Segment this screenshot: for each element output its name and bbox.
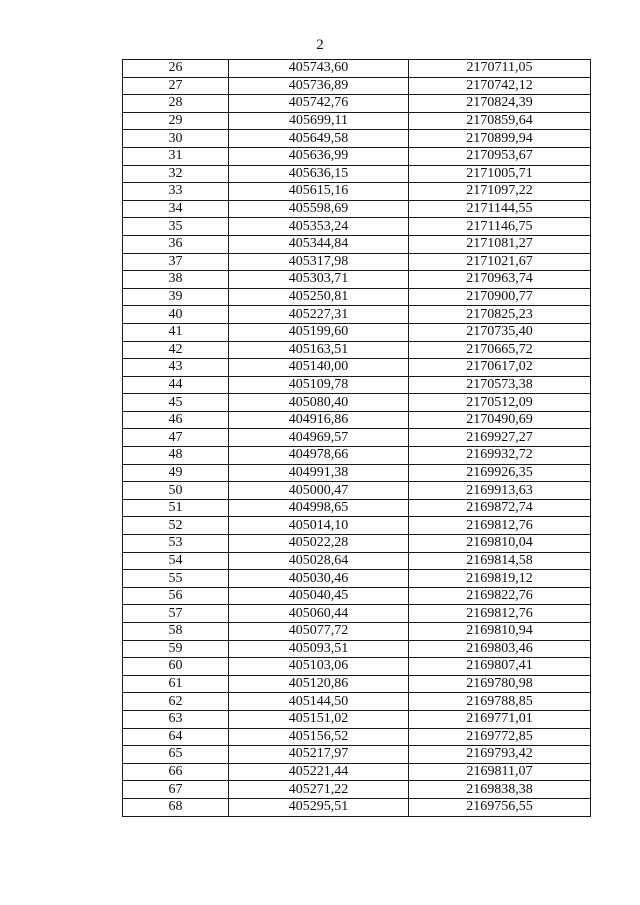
point-number-cell: 31 — [123, 147, 229, 165]
point-number-cell: 67 — [123, 781, 229, 799]
table-row — [123, 693, 591, 711]
point-number-cell: 66 — [123, 763, 229, 781]
table-row — [123, 570, 591, 588]
x-coordinate-cell: 405028,64 — [229, 552, 409, 570]
y-coordinate-cell: 2169927,27 — [409, 429, 591, 447]
y-coordinate-cell: 2171005,71 — [409, 165, 591, 183]
table-row — [123, 183, 591, 201]
y-coordinate-cell: 2169807,41 — [409, 658, 591, 676]
point-number-cell: 52 — [123, 517, 229, 535]
x-coordinate-cell: 405151,02 — [229, 710, 409, 728]
x-coordinate-cell: 405736,89 — [229, 77, 409, 95]
point-number-cell: 64 — [123, 728, 229, 746]
x-coordinate-cell: 405022,28 — [229, 535, 409, 553]
y-coordinate-cell: 2170824,39 — [409, 95, 591, 113]
table-row — [123, 147, 591, 165]
y-coordinate-cell: 2169793,42 — [409, 746, 591, 764]
y-coordinate-cell: 2170573,38 — [409, 376, 591, 394]
point-number-cell: 49 — [123, 464, 229, 482]
y-coordinate-cell: 2169872,74 — [409, 499, 591, 517]
table-row — [123, 341, 591, 359]
table-row — [123, 552, 591, 570]
table-row — [123, 77, 591, 95]
point-number-cell: 53 — [123, 535, 229, 553]
x-coordinate-cell: 405109,78 — [229, 376, 409, 394]
point-number-cell: 58 — [123, 623, 229, 641]
point-number-cell: 37 — [123, 253, 229, 271]
table-row — [123, 763, 591, 781]
x-coordinate-cell: 405000,47 — [229, 482, 409, 500]
x-coordinate-cell: 405040,45 — [229, 587, 409, 605]
y-coordinate-cell: 2170735,40 — [409, 323, 591, 341]
x-coordinate-cell: 405699,11 — [229, 112, 409, 130]
table-row — [123, 253, 591, 271]
point-number-cell: 40 — [123, 306, 229, 324]
y-coordinate-cell: 2169932,72 — [409, 447, 591, 465]
y-coordinate-cell: 2169756,55 — [409, 798, 591, 816]
y-coordinate-cell: 2169772,85 — [409, 728, 591, 746]
x-coordinate-cell: 405317,98 — [229, 253, 409, 271]
y-coordinate-cell: 2169926,35 — [409, 464, 591, 482]
y-coordinate-cell: 2170665,72 — [409, 341, 591, 359]
y-coordinate-cell: 2170899,94 — [409, 130, 591, 148]
point-number-cell: 54 — [123, 552, 229, 570]
table-row — [123, 218, 591, 236]
table-row — [123, 288, 591, 306]
point-number-cell: 38 — [123, 271, 229, 289]
y-coordinate-cell: 2169771,01 — [409, 710, 591, 728]
point-number-cell: 63 — [123, 710, 229, 728]
x-coordinate-cell: 405649,58 — [229, 130, 409, 148]
point-number-cell: 29 — [123, 112, 229, 130]
point-number-cell: 41 — [123, 323, 229, 341]
point-number-cell: 50 — [123, 482, 229, 500]
y-coordinate-cell: 2169811,07 — [409, 763, 591, 781]
y-coordinate-cell: 2170617,02 — [409, 359, 591, 377]
x-coordinate-cell: 405227,31 — [229, 306, 409, 324]
y-coordinate-cell: 2170859,64 — [409, 112, 591, 130]
y-coordinate-cell: 2169803,46 — [409, 640, 591, 658]
table-row — [123, 306, 591, 324]
x-coordinate-cell: 405144,50 — [229, 693, 409, 711]
table-row — [123, 394, 591, 412]
x-coordinate-cell: 405103,06 — [229, 658, 409, 676]
y-coordinate-cell: 2171097,22 — [409, 183, 591, 201]
y-coordinate-cell: 2169913,63 — [409, 482, 591, 500]
x-coordinate-cell: 404991,38 — [229, 464, 409, 482]
y-coordinate-cell: 2170825,23 — [409, 306, 591, 324]
x-coordinate-cell: 405303,71 — [229, 271, 409, 289]
table-row — [123, 165, 591, 183]
table-row — [123, 323, 591, 341]
y-coordinate-cell: 2171021,67 — [409, 253, 591, 271]
table-row — [123, 376, 591, 394]
x-coordinate-cell: 405120,86 — [229, 675, 409, 693]
point-number-cell: 30 — [123, 130, 229, 148]
table-row — [123, 746, 591, 764]
table-row — [123, 535, 591, 553]
table-row — [123, 781, 591, 799]
y-coordinate-cell: 2169810,94 — [409, 623, 591, 641]
table-row — [123, 429, 591, 447]
table-row — [123, 517, 591, 535]
x-coordinate-cell: 405295,51 — [229, 798, 409, 816]
x-coordinate-cell: 405250,81 — [229, 288, 409, 306]
table-row — [123, 499, 591, 517]
table-row — [123, 710, 591, 728]
point-number-cell: 68 — [123, 798, 229, 816]
y-coordinate-cell: 2169810,04 — [409, 535, 591, 553]
point-number-cell: 28 — [123, 95, 229, 113]
page-number: 2 — [316, 37, 324, 53]
table-row — [123, 675, 591, 693]
table-row — [123, 130, 591, 148]
table-row — [123, 623, 591, 641]
y-coordinate-cell: 2169812,76 — [409, 517, 591, 535]
point-number-cell: 26 — [123, 60, 229, 78]
point-number-cell: 61 — [123, 675, 229, 693]
point-number-cell: 35 — [123, 218, 229, 236]
x-coordinate-cell: 405077,72 — [229, 623, 409, 641]
y-coordinate-cell: 2170900,77 — [409, 288, 591, 306]
table-row — [123, 640, 591, 658]
x-coordinate-cell: 405636,15 — [229, 165, 409, 183]
y-coordinate-cell: 2169838,38 — [409, 781, 591, 799]
y-coordinate-cell: 2169822,76 — [409, 587, 591, 605]
table-row — [123, 60, 591, 78]
table-row — [123, 587, 591, 605]
table-row — [123, 200, 591, 218]
point-number-cell: 33 — [123, 183, 229, 201]
x-coordinate-cell: 405221,44 — [229, 763, 409, 781]
x-coordinate-cell: 405030,46 — [229, 570, 409, 588]
point-number-cell: 60 — [123, 658, 229, 676]
point-number-cell: 48 — [123, 447, 229, 465]
y-coordinate-cell: 2170953,67 — [409, 147, 591, 165]
x-coordinate-cell: 405199,60 — [229, 323, 409, 341]
x-coordinate-cell: 405093,51 — [229, 640, 409, 658]
point-number-cell: 55 — [123, 570, 229, 588]
point-number-cell: 44 — [123, 376, 229, 394]
point-number-cell: 59 — [123, 640, 229, 658]
x-coordinate-cell: 405743,60 — [229, 60, 409, 78]
table-row — [123, 798, 591, 816]
point-number-cell: 32 — [123, 165, 229, 183]
x-coordinate-cell: 404998,65 — [229, 499, 409, 517]
point-number-cell: 45 — [123, 394, 229, 412]
point-number-cell: 34 — [123, 200, 229, 218]
x-coordinate-cell: 405598,69 — [229, 200, 409, 218]
y-coordinate-cell: 2169788,85 — [409, 693, 591, 711]
table-row — [123, 271, 591, 289]
y-coordinate-cell: 2169814,58 — [409, 552, 591, 570]
x-coordinate-cell: 404969,57 — [229, 429, 409, 447]
y-coordinate-cell: 2170742,12 — [409, 77, 591, 95]
x-coordinate-cell: 404978,66 — [229, 447, 409, 465]
x-coordinate-cell: 405615,16 — [229, 183, 409, 201]
table-row — [123, 482, 591, 500]
point-number-cell: 42 — [123, 341, 229, 359]
x-coordinate-cell: 405636,99 — [229, 147, 409, 165]
x-coordinate-cell: 405742,76 — [229, 95, 409, 113]
coordinates-table — [122, 59, 591, 817]
y-coordinate-cell: 2171081,27 — [409, 235, 591, 253]
table-row — [123, 728, 591, 746]
point-number-cell: 47 — [123, 429, 229, 447]
x-coordinate-cell: 405353,24 — [229, 218, 409, 236]
table-row — [123, 112, 591, 130]
point-number-cell: 62 — [123, 693, 229, 711]
y-coordinate-cell: 2169812,76 — [409, 605, 591, 623]
point-number-cell: 65 — [123, 746, 229, 764]
point-number-cell: 36 — [123, 235, 229, 253]
y-coordinate-cell: 2170963,74 — [409, 271, 591, 289]
table-row — [123, 359, 591, 377]
x-coordinate-cell: 405014,10 — [229, 517, 409, 535]
table-row — [123, 235, 591, 253]
x-coordinate-cell: 405060,44 — [229, 605, 409, 623]
y-coordinate-cell: 2171144,55 — [409, 200, 591, 218]
x-coordinate-cell: 405140,00 — [229, 359, 409, 377]
x-coordinate-cell: 405271,22 — [229, 781, 409, 799]
x-coordinate-cell: 404916,86 — [229, 411, 409, 429]
point-number-cell: 56 — [123, 587, 229, 605]
y-coordinate-cell: 2169819,12 — [409, 570, 591, 588]
point-number-cell: 51 — [123, 499, 229, 517]
point-number-cell: 46 — [123, 411, 229, 429]
x-coordinate-cell: 405163,51 — [229, 341, 409, 359]
point-number-cell: 27 — [123, 77, 229, 95]
y-coordinate-cell: 2170711,05 — [409, 60, 591, 78]
point-number-cell: 43 — [123, 359, 229, 377]
y-coordinate-cell: 2171146,75 — [409, 218, 591, 236]
coordinates-table-body — [123, 60, 591, 817]
point-number-cell: 57 — [123, 605, 229, 623]
table-row — [123, 447, 591, 465]
y-coordinate-cell: 2170490,69 — [409, 411, 591, 429]
table-row — [123, 411, 591, 429]
y-coordinate-cell: 2170512,09 — [409, 394, 591, 412]
x-coordinate-cell: 405080,40 — [229, 394, 409, 412]
table-row — [123, 464, 591, 482]
x-coordinate-cell: 405344,84 — [229, 235, 409, 253]
table-row — [123, 95, 591, 113]
x-coordinate-cell: 405217,97 — [229, 746, 409, 764]
x-coordinate-cell: 405156,52 — [229, 728, 409, 746]
table-row — [123, 605, 591, 623]
y-coordinate-cell: 2169780,98 — [409, 675, 591, 693]
point-number-cell: 39 — [123, 288, 229, 306]
table-row — [123, 658, 591, 676]
